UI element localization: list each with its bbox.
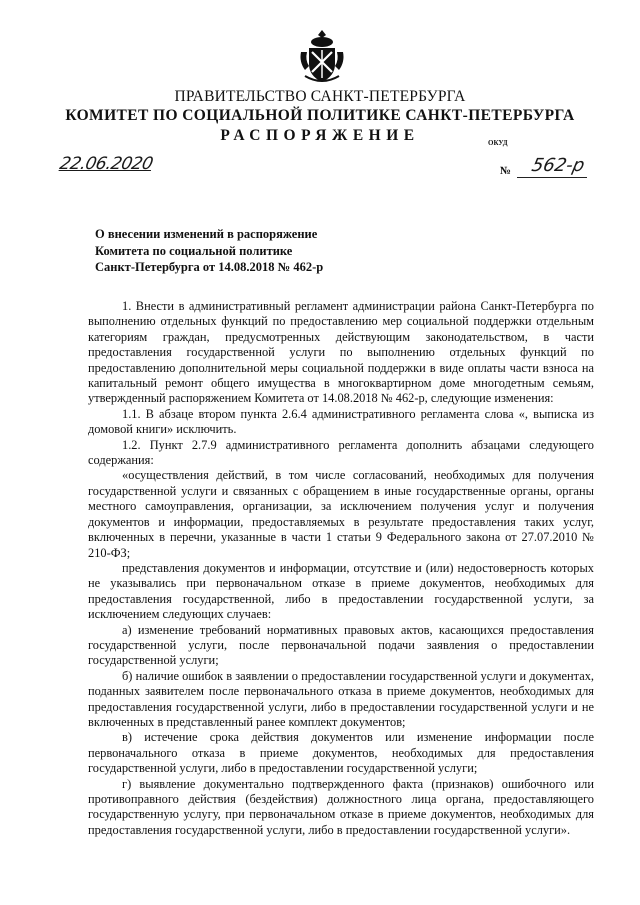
coat-of-arms-icon	[297, 28, 347, 86]
okud-label: ОКУД	[488, 139, 508, 147]
paragraph: 1.2. Пункт 2.7.9 административного регламента дополнить абзацами следующего содержания:	[88, 437, 594, 468]
handwritten-number: 562-р	[529, 155, 587, 176]
paragraph: г) выявление документально подтвержденного факта (признаков) ошибочного или противоправного действия (бездействия) должностного лица органа, предоставляющего государственную услугу, при первоначальном отказе в приеме документов, необходимых для предоставления государственной услуги, либо в предоставлении государственной услуги».	[88, 776, 594, 837]
subject-line: О внесении изменений в распоряжение	[95, 227, 318, 241]
document-body	[88, 299, 594, 838]
paragraph: в) истечение срока действия документов или изменение информации после первоначального отказа в приеме документов, необходимых для предоставления государственной услуги, либо в предоставлении государственной услуги;	[88, 730, 594, 776]
subject-line: Санкт-Петербурга от 14.08.2018 № 462-р	[95, 260, 324, 274]
subject-block	[95, 226, 415, 276]
document-number	[500, 155, 590, 179]
committee-title: КОМИТЕТ ПО СОЦИАЛЬНОЙ ПОЛИТИКЕ САНКТ-ПЕТЕРБУРГА	[65, 107, 575, 124]
paragraph: 1.1. В абзаце втором пункта 2.6.4 административного регламента слова «, выписка из домовой книги» исключить.	[88, 406, 594, 437]
paragraph: «осуществления действий, в том числе согласований, необходимых для получения государственной услуги и связанных с обращением в иные государственные органы, органы местного самоуправления, организации, за исключением получения услуг и получения документов и информации, предоставляемых в результате предоставления таких услуг, включенных в перечни, указанные в части 1 статьи 9 Федерального закона от 27.07.2010 № 210-ФЗ;	[88, 468, 594, 560]
paragraph: 1. Внести в административный регламент администрации района Санкт-Петербурга по выполнению отдельных функций по предоставлению мер социальной поддержки отдельным категориям граждан, предусмотренных действующим законодательством, в части предоставления государственной услуги по выполнению отдельных функций по предоставлению дополнительной меры социальной поддержки в виде оплаты части взноса на капитальный ремонт общего имущества в многоквартирном доме многодетным семьям, утвержденный распоряжением Комитета от 14.08.2018 № 462-р, следующие изменения:	[88, 299, 594, 406]
number-underline	[517, 177, 587, 178]
government-title: ПРАВИТЕЛЬСТВО САНКТ-ПЕТЕРБУРГА	[174, 88, 466, 105]
number-sign: №	[500, 165, 512, 177]
paragraph: а) изменение требований нормативных правовых актов, касающихся предоставления государственной услуги, после первоначальной подачи заявления о предоставлении государственной услуги;	[88, 622, 594, 668]
document-type: РАСПОРЯЖЕНИЕ	[220, 127, 420, 144]
subject-line: Комитета по социальной политике	[95, 243, 293, 258]
paragraph: б) наличие ошибок в заявлении о предоставлении государственной услуги и документах, поданных заявителем после первоначального отказа в приеме документов, необходимых для предоставления государственной услуги, либо в предоставлении государственной услуги и не включенных в представленный ранее комплект документов;	[88, 668, 594, 729]
handwritten-date: 22.06.2020	[57, 154, 155, 174]
paragraph: представления документов и информации, отсутствие и (или) недостоверность которых не указывались при первоначальном отказе в приеме документов, необходимых для предоставления государственной, либо в предоставлении государственной услуги, за исключением следующих случаев:	[88, 560, 594, 622]
